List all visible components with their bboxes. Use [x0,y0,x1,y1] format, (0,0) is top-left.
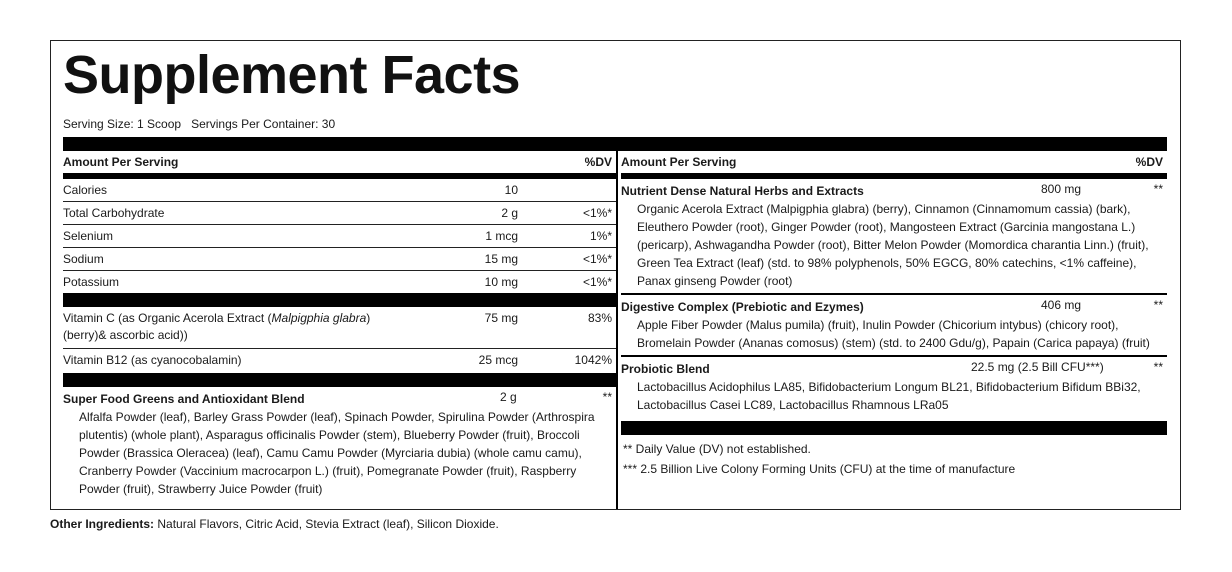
blend-dv: ** [1153,182,1163,196]
blend-amount: 22.5 mg (2.5 Bill CFU***) [971,360,1104,374]
nutrient-dv: <1%* [582,206,612,220]
blend-dv: ** [1153,298,1163,312]
vitamin-dv: 83% [587,311,612,325]
blend-name: Nutrient Dense Natural Herbs and Extracts [621,184,864,198]
vitamin-name [63,352,403,369]
blend-amount: 406 mg [1041,298,1082,312]
nutrient-dv: <1%* [582,252,612,266]
section-bar [63,373,616,387]
vitamin-name-text: ) (berry)& ascorbic acid)) [63,311,371,342]
nutrient-name: Calories [63,183,108,197]
vitamin-amount: 75 mg [484,311,518,325]
vitamin-name-text: Vitamin B12 (as cyanocobalamin) [63,353,242,367]
nutrient-name: Potassium [63,275,120,289]
serving-info: Serving Size: 1 Scoop Servings Per Container: 30 [63,117,336,131]
footnote-cfu: *** 2.5 Billion Live Colony Forming Units (CFU) at the time of manufacture [623,462,1016,476]
other-ingredients-text: Natural Flavors, Citric Acid, Stevia Extract (leaf), Silicon Dioxide. [154,517,499,531]
blend-ingredients: Apple Fiber Powder (Malus pumila) (fruit), Inulin Powder (Chicorium intybus) (chicory root), Bromelain Powder (Ananas comosus) (stem) (std. to 2400 Gdu/g), Papain (Carica papaya) (fruit) [637,318,1150,350]
nutrient-dv: <1%* [582,275,612,289]
blend-dv: ** [602,390,612,404]
nutrient-row [63,271,616,293]
digestive-complex-blend [621,295,1167,357]
blend-dv: ** [1153,360,1163,374]
dv-heading: %DV [584,155,612,169]
blend-name: Super Food Greens and Antioxidant Blend [63,392,305,406]
probiotic-blend [621,357,1167,417]
nutrient-amount: 1 mcg [485,229,518,243]
vitamin-row [63,307,616,349]
vitamin-name [63,310,403,344]
vitamin-name-latin: Malpigphia glabra [271,311,367,325]
vitamin-amount: 25 mcg [478,353,518,367]
nutrient-name: Total Carbohydrate [63,206,165,220]
dv-heading: %DV [1135,155,1163,169]
nutrient-dv: 1%* [589,229,612,243]
section-bar [621,421,1167,435]
right-column-header [621,151,1167,179]
amount-per-serving-heading: Amount Per Serving [621,155,737,169]
blend-name: Probiotic Blend [621,362,710,376]
column-divider [616,151,618,509]
superfood-blend [63,387,616,501]
other-ingredients [50,517,499,531]
blend-ingredients: Lactobacillus Acidophilus LA85, Bifidobacterium Longum BL21, Bifidobacterium Bifidum BBi32, Lactobacillus Casei LC89, Lactobacillus Rhamnous LRa05 [637,380,1141,412]
blend-ingredients: Organic Acerola Extract (Malpigphia glabra) (berry), Cinnamon (Cinnamomum cassia) (bark), Eleuthero Powder (root), Ginger Powder (root), Mangosteen Extract (Garcinia mangostana L.) (pericarp), Ashwagandha Powder (root), Bitter Melon Powder (Momordica charantia Linn.) (fruit), Green Tea Extract (leaf) (std. to 98% polyphenols, 50% EGCG, 80% catechins, <1% caffeine), Panax ginseng Powder (root) [637,202,1149,288]
nutrient-row [63,179,616,202]
left-column-header [63,151,616,179]
nutrient-name: Sodium [63,252,104,266]
panel-title: Supplement Facts [63,45,521,105]
other-ingredients-label: Other Ingredients: [50,517,155,531]
blend-ingredients: Alfalfa Powder (leaf), Barley Grass Powder (leaf), Spinach Powder, Spirulina Powder (Arthrospira plutentis) (whole plant), Asparagus officinalis Powder (stem), Blueberry Powder (fruit), Broccoli Powder (Brassica Oleracea) (leaf), Camu Camu Powder (Myrciaria dubia) (whole camu camu), Cranberry Powder (Vaccinium macrocarpon L.) (fruit), Pomegranate Powder (fruit), Raspberry Powder (fruit), Strawberry Juice Powder (fruit) [79,410,595,496]
nutrient-amount: 2 g [501,206,518,220]
nutrient-amount: 10 [504,183,518,197]
blend-name: Digestive Complex (Prebiotic and Ezymes) [621,300,864,314]
nutrient-row [63,248,616,271]
top-divider-bar [63,137,1167,151]
section-bar [63,293,616,307]
vitamin-name-text: Vitamin C (as Organic Acerola Extract ( [63,311,272,325]
vitamin-dv: 1042% [574,353,612,367]
herbs-extracts-blend [621,179,1167,295]
nutrient-amount: 15 mg [484,252,518,266]
amount-per-serving-heading: Amount Per Serving [63,155,179,169]
blend-amount: 800 mg [1041,182,1082,196]
blend-amount: 2 g [500,390,517,404]
nutrient-name: Selenium [63,229,114,243]
left-column [63,151,616,501]
supplement-facts-panel [50,40,1181,510]
nutrient-amount: 10 mg [484,275,518,289]
footnote-dv: ** Daily Value (DV) not established. [623,442,811,456]
right-column [621,151,1167,479]
vitamin-row [63,349,616,373]
nutrient-row [63,202,616,225]
nutrient-row [63,225,616,248]
